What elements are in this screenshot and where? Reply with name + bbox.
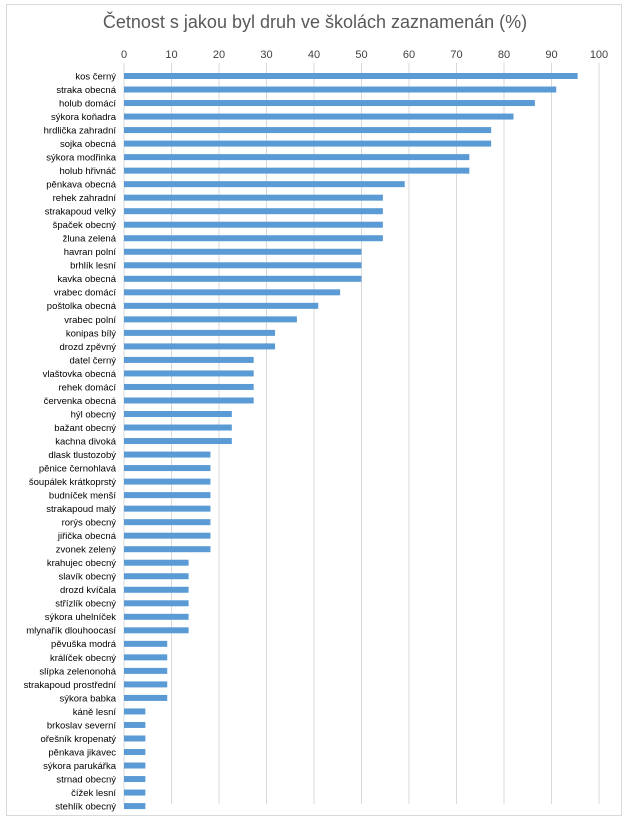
category-label: konipas bílý: [65, 328, 116, 340]
bar: [124, 533, 210, 539]
bar: [124, 790, 145, 796]
category-label: holub hřivnáč: [59, 166, 116, 178]
bar: [124, 262, 362, 268]
category-label: slavík obecný: [58, 571, 116, 583]
bar: [124, 587, 189, 593]
category-label: stehlík obecný: [55, 801, 116, 813]
bar: [124, 141, 491, 147]
category-label: drozd zpěvný: [59, 341, 116, 353]
bar: [124, 222, 383, 228]
bar: [124, 681, 167, 687]
bar: [124, 803, 145, 809]
bar: [124, 654, 167, 660]
category-label: bažant obecný: [54, 422, 116, 434]
category-label: střízlík obecný: [55, 598, 116, 610]
bar: [124, 127, 491, 133]
category-label: hýl obecný: [70, 409, 116, 421]
category-label: rehek domácí: [58, 382, 116, 394]
bar: [124, 641, 167, 647]
bar: [124, 573, 189, 579]
category-label: vrabec polní: [64, 314, 116, 326]
category-label: krahujec obecný: [46, 558, 116, 570]
bar: [124, 195, 383, 201]
bar: [124, 425, 232, 431]
bar: [124, 614, 189, 620]
bar: [124, 695, 167, 701]
category-label: šoupálek krátkoprstý: [28, 477, 116, 488]
category-label: poštolka obecná: [46, 301, 116, 313]
category-label: slípka zelenonohá: [39, 666, 116, 678]
category-label: mlynařík dlouhoocasí: [26, 625, 116, 637]
category-label: špaček obecný: [52, 220, 116, 232]
bar: [124, 384, 254, 390]
category-label: drozd kvíčala: [60, 585, 116, 597]
category-label: sýkora uhelníček: [44, 612, 116, 624]
x-tick-label: 30: [260, 49, 273, 61]
bar: [124, 343, 275, 349]
x-tick-label: 50: [355, 49, 368, 61]
category-label: pěnkava jikavec: [48, 747, 116, 759]
bar: [124, 749, 145, 755]
category-label: sýkora babka: [59, 693, 116, 705]
bar: [124, 465, 210, 471]
bar: [124, 735, 145, 741]
category-label: vrabec domácí: [53, 287, 116, 299]
category-label: čížek lesní: [71, 787, 116, 799]
category-label: budníček menší: [48, 490, 116, 502]
category-label: zvonek zelený: [55, 544, 116, 556]
category-label: sojka obecná: [60, 139, 116, 150]
bar: [124, 114, 514, 120]
category-label: káně lesní: [72, 706, 116, 718]
bar: [124, 600, 189, 606]
category-label: sýkora parukářka: [43, 760, 116, 772]
category-label: rorýs obecný: [61, 517, 116, 529]
category-label: strakapoud prostřední: [23, 679, 116, 691]
bar: [124, 546, 210, 552]
bar: [124, 357, 254, 363]
bar: [124, 668, 167, 674]
category-label: straka obecná: [56, 84, 116, 96]
bar: [124, 627, 189, 633]
category-label: rehek zahradní: [52, 193, 116, 205]
category-label: sýkora koňadra: [51, 111, 116, 123]
bar: [124, 316, 297, 322]
bar: [124, 100, 535, 106]
bar: [124, 411, 232, 417]
bar: [124, 249, 362, 255]
bar: [124, 303, 318, 309]
bar: [124, 708, 145, 714]
category-label: kos černý: [75, 71, 116, 83]
category-label: havran polní: [63, 247, 116, 259]
bar: [124, 519, 210, 525]
bar: [124, 452, 210, 458]
bar: [124, 776, 145, 782]
x-tick-label: 20: [212, 49, 226, 61]
category-label: brhlík lesní: [70, 260, 116, 272]
bar: [124, 560, 189, 566]
category-label: strnad obecný: [56, 774, 116, 786]
bar: [124, 492, 210, 498]
bar: [124, 289, 340, 295]
category-label: červenka obecná: [43, 395, 116, 407]
bar: [124, 276, 362, 282]
bar: [124, 479, 210, 485]
x-tick-label: 10: [165, 49, 178, 61]
category-label: vlaštovka obecná: [42, 368, 116, 380]
bar: [124, 763, 145, 769]
bar: [124, 330, 275, 336]
bar: [124, 506, 210, 512]
category-label: ořešník kropenatý: [40, 733, 116, 745]
category-label: žluna zelená: [62, 233, 116, 245]
x-tick-label: 80: [497, 49, 511, 61]
bar: [124, 168, 469, 174]
category-label: datel černý: [69, 355, 116, 367]
category-label: dlask tlustozobý: [48, 449, 116, 461]
bar: [124, 397, 254, 403]
category-label: strakapoud velký: [44, 206, 116, 218]
x-tick-label: 40: [307, 49, 321, 61]
bar: [124, 438, 232, 444]
x-tick-label: 90: [545, 49, 558, 61]
category-label: pěvuška modrá: [51, 639, 116, 651]
category-label: kachna divoká: [55, 436, 116, 448]
x-tick-label: 100: [589, 49, 609, 61]
x-tick-label: 60: [402, 49, 416, 61]
category-label: hrdlička zahradní: [43, 125, 116, 137]
category-label: holub domácí: [58, 98, 116, 110]
category-label: králíček obecný: [49, 652, 116, 664]
bar: [124, 181, 405, 187]
category-label: brkoslav severní: [46, 720, 116, 732]
bar: [124, 370, 254, 376]
category-label: strakapoud malý: [46, 504, 116, 516]
bar: [124, 73, 578, 79]
chart-title: Četnost s jakou byl druh ve školách zaznamenán (%): [102, 12, 528, 32]
category-label: jiřička obecná: [57, 531, 116, 543]
category-label: pěnice černohlavá: [38, 463, 116, 475]
bar: [124, 154, 469, 160]
x-tick-label: 0: [120, 49, 128, 61]
bar: [124, 722, 145, 728]
category-label: pěnkava obecná: [46, 179, 116, 191]
bar: [124, 235, 383, 241]
category-label: sýkora modřinka: [46, 152, 116, 164]
category-label: kavka obecná: [57, 274, 116, 286]
bar: [124, 208, 383, 214]
x-tick-label: 70: [450, 49, 463, 61]
bar: [124, 87, 556, 93]
